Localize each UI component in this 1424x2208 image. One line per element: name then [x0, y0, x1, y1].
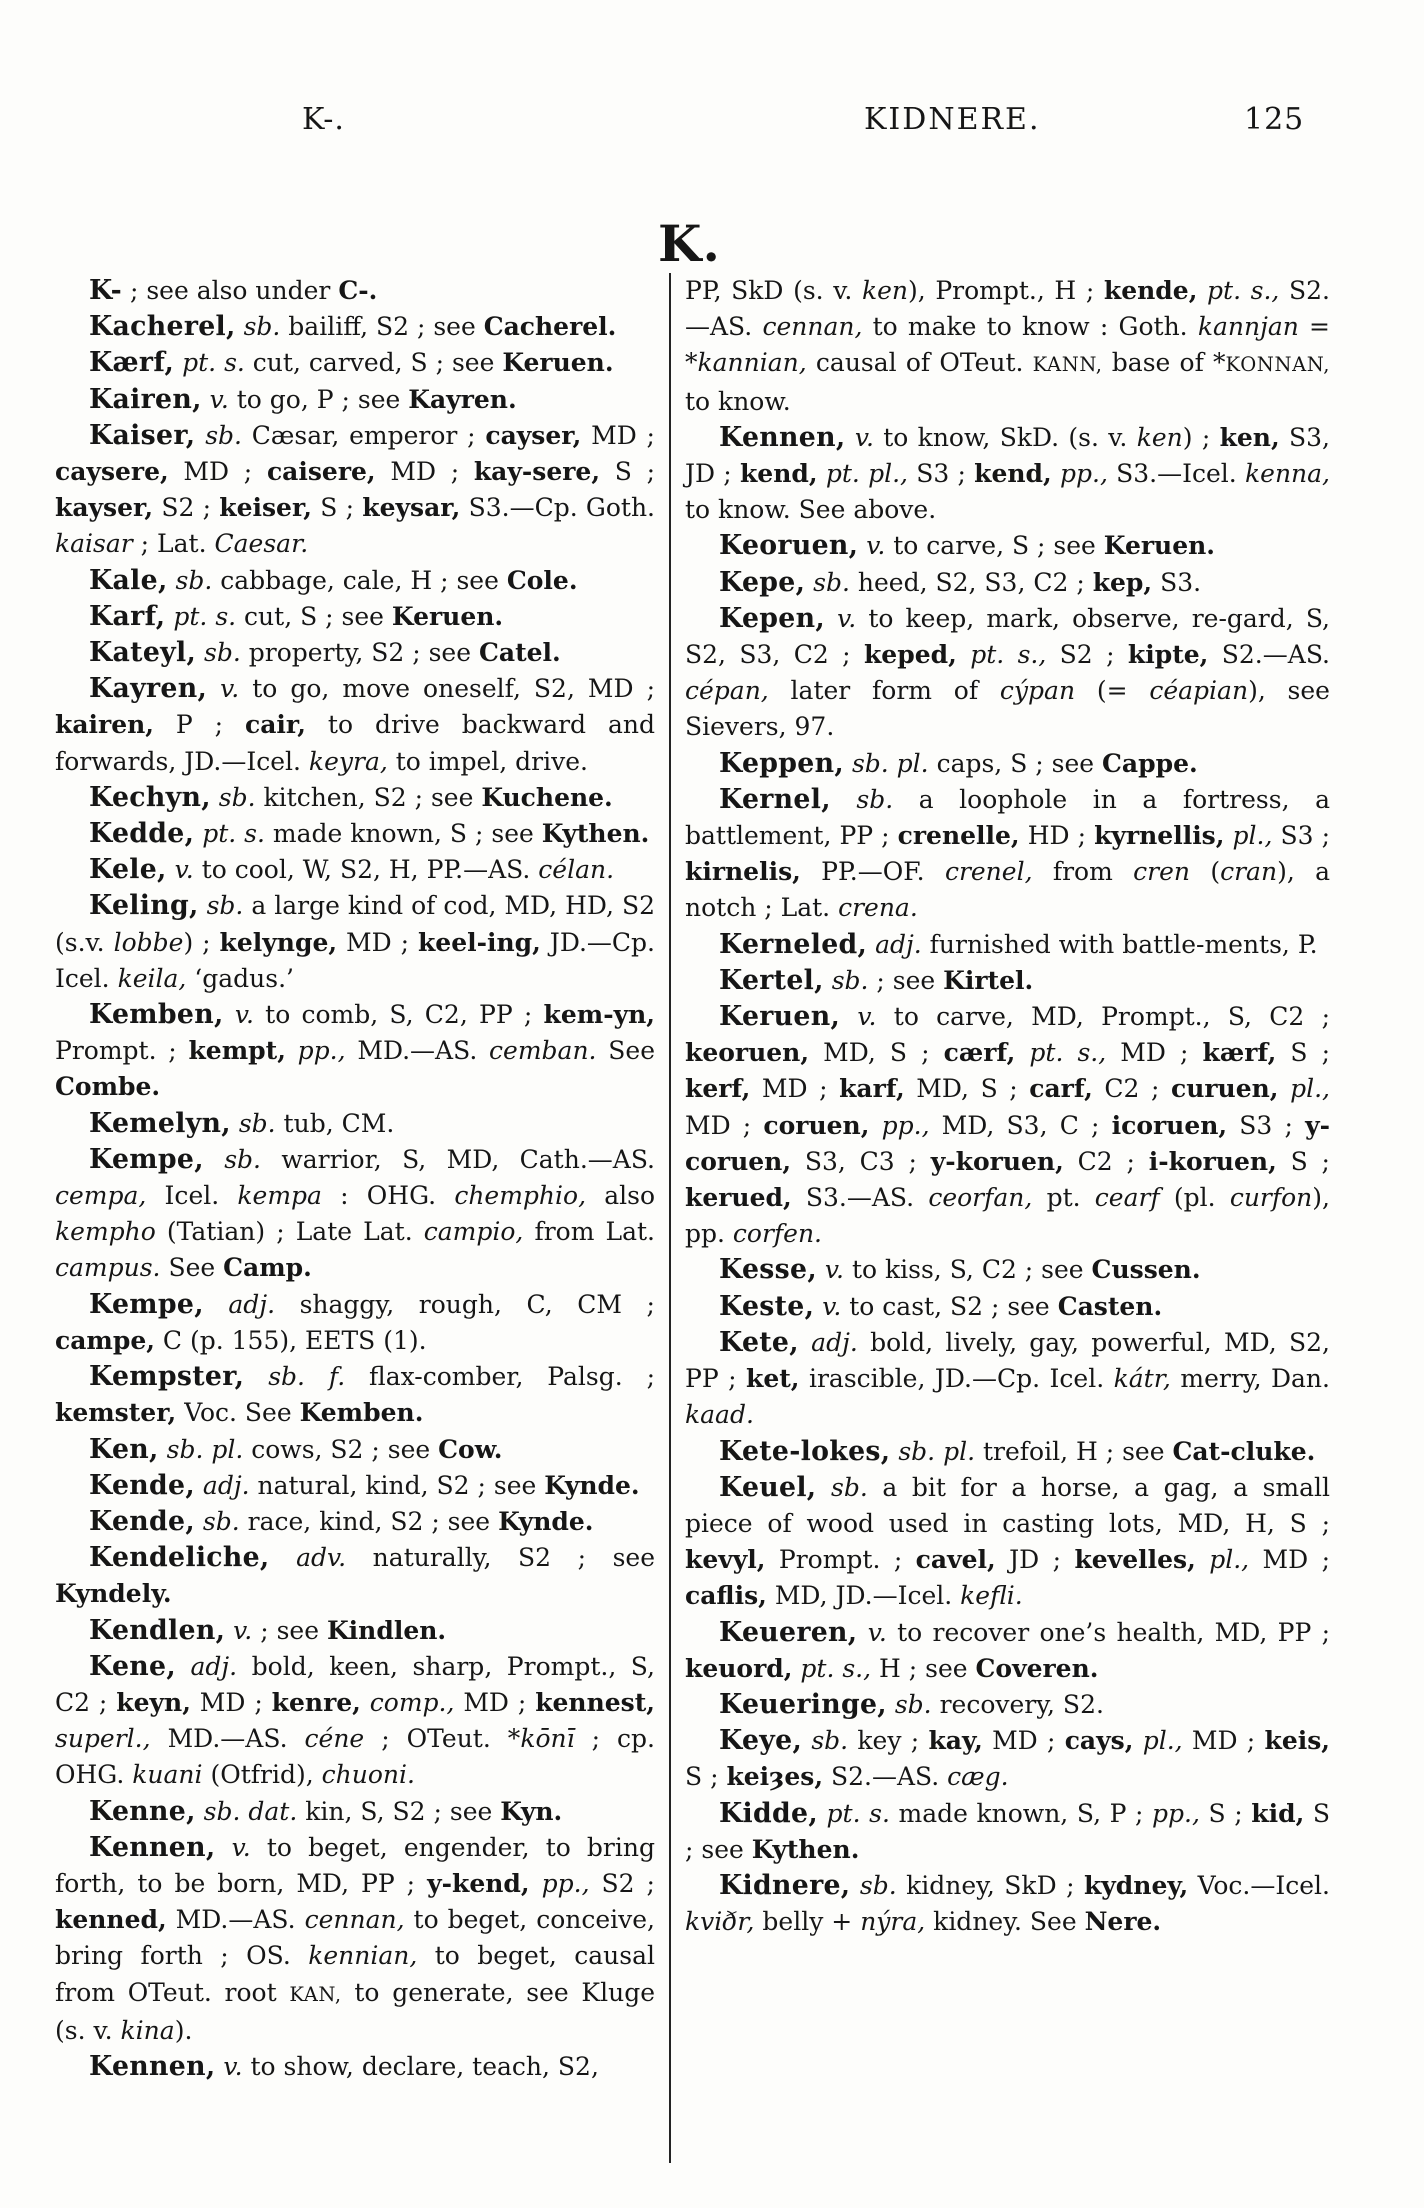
- headword: Kateyl,: [89, 637, 197, 669]
- running-head-left: K-.: [302, 102, 345, 137]
- dictionary-entry: Keoruen, v. to carve, S ; see Keruen.: [719, 530, 1216, 562]
- headword: Keppen,: [719, 747, 844, 779]
- headword: Kennen,: [89, 1831, 216, 1863]
- dictionary-entry: Karf, pt. s. cut, S ; see Keruen.: [89, 600, 504, 632]
- headword: Kidnere,: [719, 1869, 851, 1901]
- dictionary-entry: Kenne, sb. dat. kin, S, S2 ; see Kyn.: [89, 1795, 563, 1827]
- dictionary-entry: Kernel, sb. a loophole in a fortress, a battlement, PP ; crenelle, HD ; kyrnellis, pl., S3 ; kirnelis, PP.—OF. crenel, from cren (cran), a notch ; Lat. crena.: [685, 783, 1331, 923]
- headword: Kendlen,: [89, 1614, 226, 1646]
- dictionary-entry: Kele, v. to cool, W, S2, H, PP.—AS. célan.: [89, 854, 615, 886]
- dictionary-entry: Kesse, v. to kiss, S, C2 ; see Cussen.: [719, 1254, 1201, 1286]
- dictionary-entry: Ken, sb. pl. cows, S2 ; see Cow.: [89, 1433, 503, 1465]
- dictionary-entry: Kende, sb. race, kind, S2 ; see Kynde.: [89, 1505, 594, 1537]
- dictionary-entry: Kendlen, v. ; see Kindlen.: [89, 1614, 447, 1646]
- headword: Kenne,: [89, 1795, 196, 1827]
- headword: Karf,: [89, 600, 166, 632]
- headword: Kepen,: [719, 602, 825, 634]
- dictionary-entry: Kærf, pt. s. cut, carved, S ; see Keruen.: [89, 347, 614, 379]
- dictionary-entry: Kateyl, sb. property, S2 ; see Catel.: [89, 637, 561, 669]
- dictionary-entry: Keueren, v. to recover one’s health, MD, PP ; keuord, pt. s., H ; see Coveren.: [685, 1616, 1330, 1683]
- headword: Kende,: [89, 1505, 195, 1537]
- headword: Keste,: [719, 1290, 815, 1322]
- dictionary-entry: Keruen, v. to carve, MD, Prompt., S, C2 ; keoruen, MD, S ; cærf, pt. s., MD ; kærf, S ; kerf, MD ; karf, MD, S ; carf, C2 ; curuen, pl., MD ; coruen, pp., MD, S3, C ; icoruen, S3 ; y-coruen, S3, C3 ; y-koruen, C2 ; i-koruen, S ; kerued, S3.—AS. ceorfan, pt. cearf (pl. curfon), pp. corfen.: [685, 1001, 1331, 1249]
- headword: Kertel,: [719, 964, 824, 996]
- dictionary-entry: Kertel, sb. ; see Kirtel.: [719, 964, 1034, 996]
- headword: Kaiser,: [89, 419, 196, 451]
- dictionary-entry: Kennen, v. to show, declare, teach, S2,: [89, 2050, 599, 2082]
- headword: Kepe,: [719, 566, 806, 598]
- headword: Keruen,: [719, 1001, 841, 1033]
- headword: K-: [89, 275, 123, 306]
- dictionary-entry: Kaiser, sb. Cæsar, emperor ; cayser, MD ; caysere, MD ; caisere, MD ; kay-sere, S ; kayser, S2 ; keiser, S ; keysar, S3.—Cp. Goth. kaisar ; Lat. Caesar.: [55, 419, 656, 559]
- headword: Kemben,: [89, 999, 224, 1031]
- headword: Kete-lokes,: [719, 1435, 891, 1467]
- dictionary-entry: Kerneled, adj. furnished with battle-ments, P.: [719, 928, 1318, 960]
- headword: Kele,: [89, 854, 167, 886]
- dictionary-entry: Kempster, sb. f. flax-comber, Palsg. ; kemster, Voc. See Kemben.: [55, 1361, 655, 1428]
- headword: Kende,: [89, 1469, 195, 1501]
- headword: Keling,: [89, 890, 199, 922]
- headword: Kidde,: [719, 1797, 818, 1829]
- headword: Kendeliche,: [89, 1542, 270, 1574]
- dictionary-entry: Kempe, adj. shaggy, rough, C, CM ; campe, C (p. 155), EETS (1).: [55, 1288, 655, 1355]
- headword: Kempe,: [89, 1143, 204, 1175]
- dictionary-entry: Keueringe, sb. recovery, S2.: [719, 1688, 1104, 1720]
- headword: Kemelyn,: [89, 1107, 231, 1139]
- dictionary-entry: K- ; see also under C-.: [89, 275, 378, 306]
- right-column: [685, 273, 1330, 2163]
- dictionary-entry: Kene, adj. bold, keen, sharp, Prompt., S, C2 ; keyn, MD ; kenre, comp., MD ; kennest, superl., MD.—AS. céne ; OTeut. *kōnī ; cp. OHG. kuani (Otfrid), chuoni.: [55, 1650, 655, 1790]
- dictionary-entry: Kidde, pt. s. made known, S, P ; pp., S ; kid, S ; see Kythen.: [685, 1797, 1331, 1864]
- page-number: 125: [1244, 102, 1305, 137]
- dictionary-entry: PP, SkD (s. v. ken), Prompt., H ; kende, pt. s., S2.—AS. cennan, to make to know : Goth. kannjan = *kannian, causal of OTeut. KANN, base of *KONNAN, to know.: [685, 276, 1330, 416]
- headword: Kempe,: [89, 1288, 204, 1320]
- dictionary-entry: Kemelyn, sb. tub, CM.: [89, 1107, 395, 1139]
- dictionary-entry: Kende, adj. natural, kind, S2 ; see Kynde.: [89, 1469, 640, 1501]
- dictionary-entry: Kempe, sb. warrior, S, MD, Cath.—AS. cempa, Icel. kempa : OHG. chemphio, also kempho (Tatian) ; Late Lat. campio, from Lat. campus. See Camp.: [55, 1143, 656, 1283]
- headword: Kayren,: [89, 673, 208, 705]
- headword: Keye,: [719, 1725, 803, 1757]
- headword: Kempster,: [89, 1361, 245, 1393]
- headword: Ken,: [89, 1433, 159, 1465]
- headword: Kene,: [89, 1650, 176, 1682]
- dictionary-entry: Kidnere, sb. kidney, SkD ; kydney, Voc.—Icel. kviðr, belly + nýra, kidney. See Nere.: [685, 1869, 1330, 1937]
- headword: Kennen,: [719, 421, 846, 453]
- dictionary-entry: Kepe, sb. heed, S2, S3, C2 ; kep, S3.: [719, 566, 1202, 598]
- headword: Kærf,: [89, 347, 175, 379]
- section-letter-heading: K.: [658, 214, 721, 273]
- dictionary-entry: Keling, sb. a large kind of cod, MD, HD, S2 (s.v. lobbe) ; kelynge, MD ; keel-ing, JD.—Cp. Icel. keila, ‘gadus.’: [55, 890, 655, 993]
- dictionary-entry: Kacherel, sb. bailiff, S2 ; see Cacherel.: [89, 311, 617, 343]
- headword: Kerneled,: [719, 928, 868, 960]
- dictionary-entry: Keuel, sb. a bit for a horse, a gag, a small piece of wood used in casting lots, MD, H, S ; kevyl, Prompt. ; cavel, JD ; kevelles, pl., MD ; caflis, MD, JD.—Icel. kefli.: [685, 1471, 1330, 1611]
- headword: Keueringe,: [719, 1688, 887, 1720]
- headword: Kale,: [89, 564, 168, 596]
- headword: Kernel,: [719, 783, 831, 815]
- dictionary-entry: Keye, sb. key ; kay, MD ; cays, pl., MD ; keis, S ; keiȝes, S2.—AS. cæg.: [685, 1725, 1331, 1792]
- dictionary-entry: Kennen, v. to beget, engender, to bring forth, to be born, MD, PP ; y-kend, pp., S2 ; kenned, MD.—AS. cennan, to beget, conceive, bring forth ; OS. kennian, to beget, causal from OTeut. root KAN, to generate, see Kluge (s. v. kina).: [55, 1831, 656, 2045]
- dictionary-entry: Kendeliche, adv. naturally, S2 ; see Kyndely.: [55, 1542, 655, 1609]
- dictionary-entry: Kennen, v. to know, SkD. (s. v. ken) ; ken, S3, JD ; kend, pt. pl., S3 ; kend, pp., S3.—Icel. kenna, to know. See above.: [685, 421, 1330, 525]
- dictionary-entry: Kedde, pt. s. made known, S ; see Kythen.: [89, 818, 650, 850]
- left-column: [55, 273, 655, 2163]
- headword: Keuel,: [719, 1471, 817, 1503]
- column-rule: [669, 273, 671, 2163]
- headword: Kacherel,: [89, 311, 236, 343]
- dictionary-entry: Kayren, v. to go, move oneself, S2, MD ; kairen, P ; cair, to drive backward and forwards, JD.—Icel. keyra, to impel, drive.: [55, 673, 655, 776]
- dictionary-entry: Keppen, sb. pl. caps, S ; see Cappe.: [719, 747, 1198, 779]
- running-head-title: KIDNERE.: [864, 102, 1041, 137]
- dictionary-entry: Kechyn, sb. kitchen, S2 ; see Kuchene.: [89, 781, 613, 813]
- headword: Kete,: [719, 1326, 799, 1358]
- dictionary-entry: Kepen, v. to keep, mark, observe, re-gard, S, S2, S3, C2 ; keped, pt. s., S2 ; kipte, S2.—AS. cépan, later form of cýpan (= céapian), see Sievers, 97.: [685, 602, 1330, 742]
- headword: Kairen,: [89, 383, 202, 415]
- headword: Keoruen,: [719, 530, 859, 562]
- headword: Keueren,: [719, 1616, 858, 1648]
- dictionary-entry: Kete-lokes, sb. pl. trefoil, H ; see Cat-cluke.: [719, 1435, 1316, 1467]
- headword: Kesse,: [719, 1254, 817, 1286]
- dictionary-entry: Kete, adj. bold, lively, gay, powerful, MD, S2, PP ; ket, irascible, JD.—Cp. Icel. kátr, merry, Dan. kaad.: [685, 1326, 1330, 1430]
- dictionary-entry: Kemben, v. to comb, S, C2, PP ; kem-yn, Prompt. ; kempt, pp., MD.—AS. cemban. See Combe.: [55, 999, 655, 1102]
- headword: Kennen,: [89, 2050, 216, 2082]
- headword: Kedde,: [89, 818, 195, 850]
- dictionary-entry: Keste, v. to cast, S2 ; see Casten.: [719, 1290, 1163, 1322]
- headword: Kechyn,: [89, 781, 211, 813]
- dictionary-entry: Kairen, v. to go, P ; see Kayren.: [89, 383, 517, 415]
- dictionary-entry: Kale, sb. cabbage, cale, H ; see Cole.: [89, 564, 578, 596]
- text-columns: [55, 273, 1330, 2163]
